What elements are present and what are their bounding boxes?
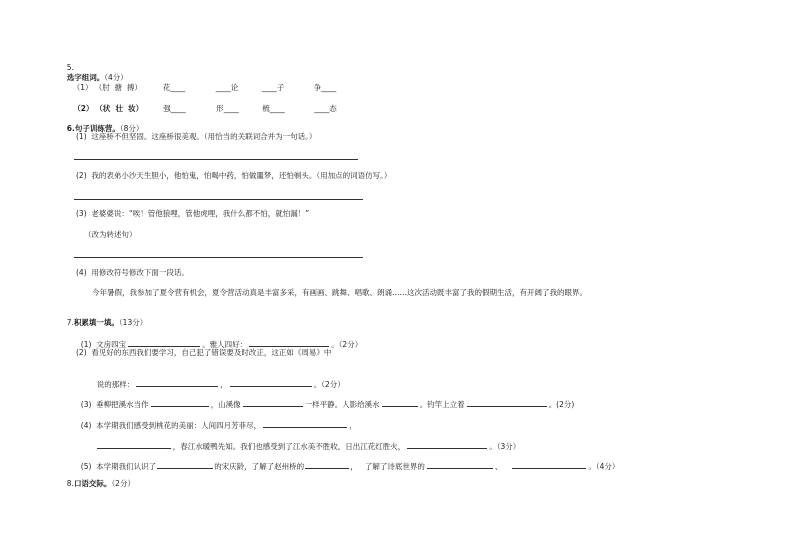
q5-number: 5. bbox=[66, 63, 74, 72]
q7-4-text-a: (4) 本学期我们感受到桃花的美丽：人间四月芳菲尽， bbox=[80, 421, 262, 430]
q7-score: （13分） bbox=[118, 318, 148, 327]
q7-1-text-b: 。雅人四好： bbox=[202, 340, 248, 349]
q5-row-2 bbox=[68, 94, 337, 114]
q5-title: 选字组词。 bbox=[66, 73, 105, 82]
q7-4-blank-2 bbox=[97, 440, 171, 449]
q7-5-blank-3 bbox=[427, 460, 493, 469]
q7-4-text-c: ，春江水暖鸭先知。我们也感受到了江水美不胜收，日出江花红胜火， bbox=[172, 442, 406, 451]
q7-1-text-a: (1) 文房四宝 bbox=[80, 340, 127, 349]
q8-heading bbox=[62, 469, 135, 489]
q7-4-blank-1 bbox=[263, 419, 347, 428]
q7-2-text-d: 。（2分） bbox=[313, 380, 345, 389]
q7-3-text-e: 。(2分) bbox=[548, 400, 575, 409]
q5-row1-chars: （肘 搪 搏） bbox=[94, 83, 142, 92]
q7-number: 7. bbox=[66, 318, 74, 327]
q7-item-5 bbox=[76, 450, 619, 472]
q7-4-text-d: 。（3分） bbox=[489, 442, 521, 451]
q7-item-4-continued bbox=[92, 430, 520, 452]
q6-heading bbox=[62, 114, 143, 134]
q7-item-1 bbox=[76, 328, 362, 350]
q7-title: 积累填一填。 bbox=[73, 318, 119, 327]
q7-2-text-c: ， bbox=[220, 380, 228, 389]
q6-sentence-3-instruction: （改为转述句） bbox=[84, 230, 137, 239]
q6-sentence-2: (2) 我的表弟小沙天生胆小，他怕鬼，怕喝中药，怕做噩梦，还怕剃头。（用加点的词语仿写。） bbox=[76, 171, 392, 180]
q7-2-text-b: 说的那样： bbox=[96, 380, 135, 389]
q5-score: （4分） bbox=[104, 73, 128, 82]
q6-sentence-3: (3) 老婆婆说：“唉！管他狼哩，管他虎哩，我什么都不怕，就怕漏！” bbox=[76, 209, 310, 218]
q8-number: 8. bbox=[66, 479, 74, 488]
q7-1-text-c: 。（2分） bbox=[331, 340, 363, 349]
q6-number: 6. bbox=[66, 124, 75, 133]
q5-row2-chars: （状 壮 妆） bbox=[95, 104, 144, 113]
q5-row1-word-3: ____子 bbox=[261, 83, 285, 92]
q7-item-2-continued bbox=[92, 368, 345, 390]
q5-row1-word-4: 争____ bbox=[313, 83, 337, 92]
q7-item-3 bbox=[76, 388, 574, 410]
q7-2-blank-1 bbox=[136, 378, 218, 387]
q5-row2-word-4: ____态 bbox=[314, 104, 337, 113]
q5-row2-label: （2） bbox=[73, 104, 94, 113]
q5-row1-label: （1） bbox=[72, 83, 93, 92]
q7-5-blank-2 bbox=[305, 460, 349, 469]
q8-score: （2分） bbox=[111, 479, 135, 488]
q7-3-blank-1 bbox=[151, 398, 209, 407]
q5-row2-word-3: 梳____ bbox=[262, 104, 285, 113]
q5-row2-word-1: 强____ bbox=[163, 104, 186, 113]
q7-2-blank-2 bbox=[230, 378, 312, 387]
q7-5-blank-4 bbox=[512, 460, 586, 469]
q7-5-text-a: (5) 本学期我们认识了 bbox=[80, 462, 157, 471]
q6-answer-line-1 bbox=[74, 159, 358, 160]
q7-heading bbox=[62, 308, 147, 328]
q5-row-1 bbox=[68, 73, 336, 93]
q7-3-blank-3 bbox=[382, 398, 418, 407]
q6-sentence-1: (1) 这座桥不但坚固。这座桥很美观。（用恰当的关联词合并为一句话。） bbox=[76, 132, 317, 141]
q7-5-text-b: 的宋庆龄，了解了赵州桥的 bbox=[214, 462, 305, 471]
q7-item-2: (2) 看见好的东西我们要学习，自己犯了错误要及时改正，这正如《周易》中 bbox=[76, 348, 332, 357]
q7-4-blank-3 bbox=[407, 440, 487, 449]
q6-answer-line-3 bbox=[74, 257, 363, 258]
q7-1-blank-2 bbox=[249, 338, 329, 347]
q6-title: 句子训练营。 bbox=[74, 124, 120, 133]
q7-item-4 bbox=[76, 409, 357, 431]
q6-score: （8分） bbox=[119, 124, 144, 133]
q5-row2-word-2: 形____ bbox=[216, 104, 239, 113]
q7-5-text-c: ， 了解了诗底世界的 bbox=[350, 462, 425, 471]
q8-title: 口语交际。 bbox=[73, 479, 112, 488]
q5-row1-word-2: ____论 bbox=[215, 83, 239, 92]
q6-paragraph: 今年暑假，我参加了夏令营有机会，夏令营活动真是丰富多采，有画画、跳舞、唱歌、朗诵……这次活动既丰富了我的假期生活，有开阔了我的眼界。 bbox=[92, 288, 587, 297]
q6-answer-line-2 bbox=[74, 199, 363, 200]
q7-5-text-d: 、 bbox=[494, 462, 503, 471]
q7-5-text-e: 。（4分） bbox=[588, 462, 620, 471]
q6-sentence-4: (4) 用修改符号修改下面一段话。 bbox=[76, 268, 189, 277]
q5-row1-word-1: 花____ bbox=[162, 83, 186, 92]
q7-3-text-b: ，山溪像 bbox=[210, 400, 241, 409]
q7-4-text-b: ， bbox=[349, 421, 357, 430]
q7-3-text-a: (3) 垂柳把溪水当作 bbox=[80, 400, 149, 409]
q7-3-text-c: 一样平静。人影给溪水 bbox=[304, 400, 380, 409]
q7-3-text-d: 。钓竿上立着 bbox=[419, 400, 465, 409]
q7-5-blank-1 bbox=[157, 460, 213, 469]
q7-3-blank-2 bbox=[243, 398, 303, 407]
q7-1-blank-1 bbox=[128, 338, 200, 347]
q7-3-blank-4 bbox=[467, 398, 547, 407]
